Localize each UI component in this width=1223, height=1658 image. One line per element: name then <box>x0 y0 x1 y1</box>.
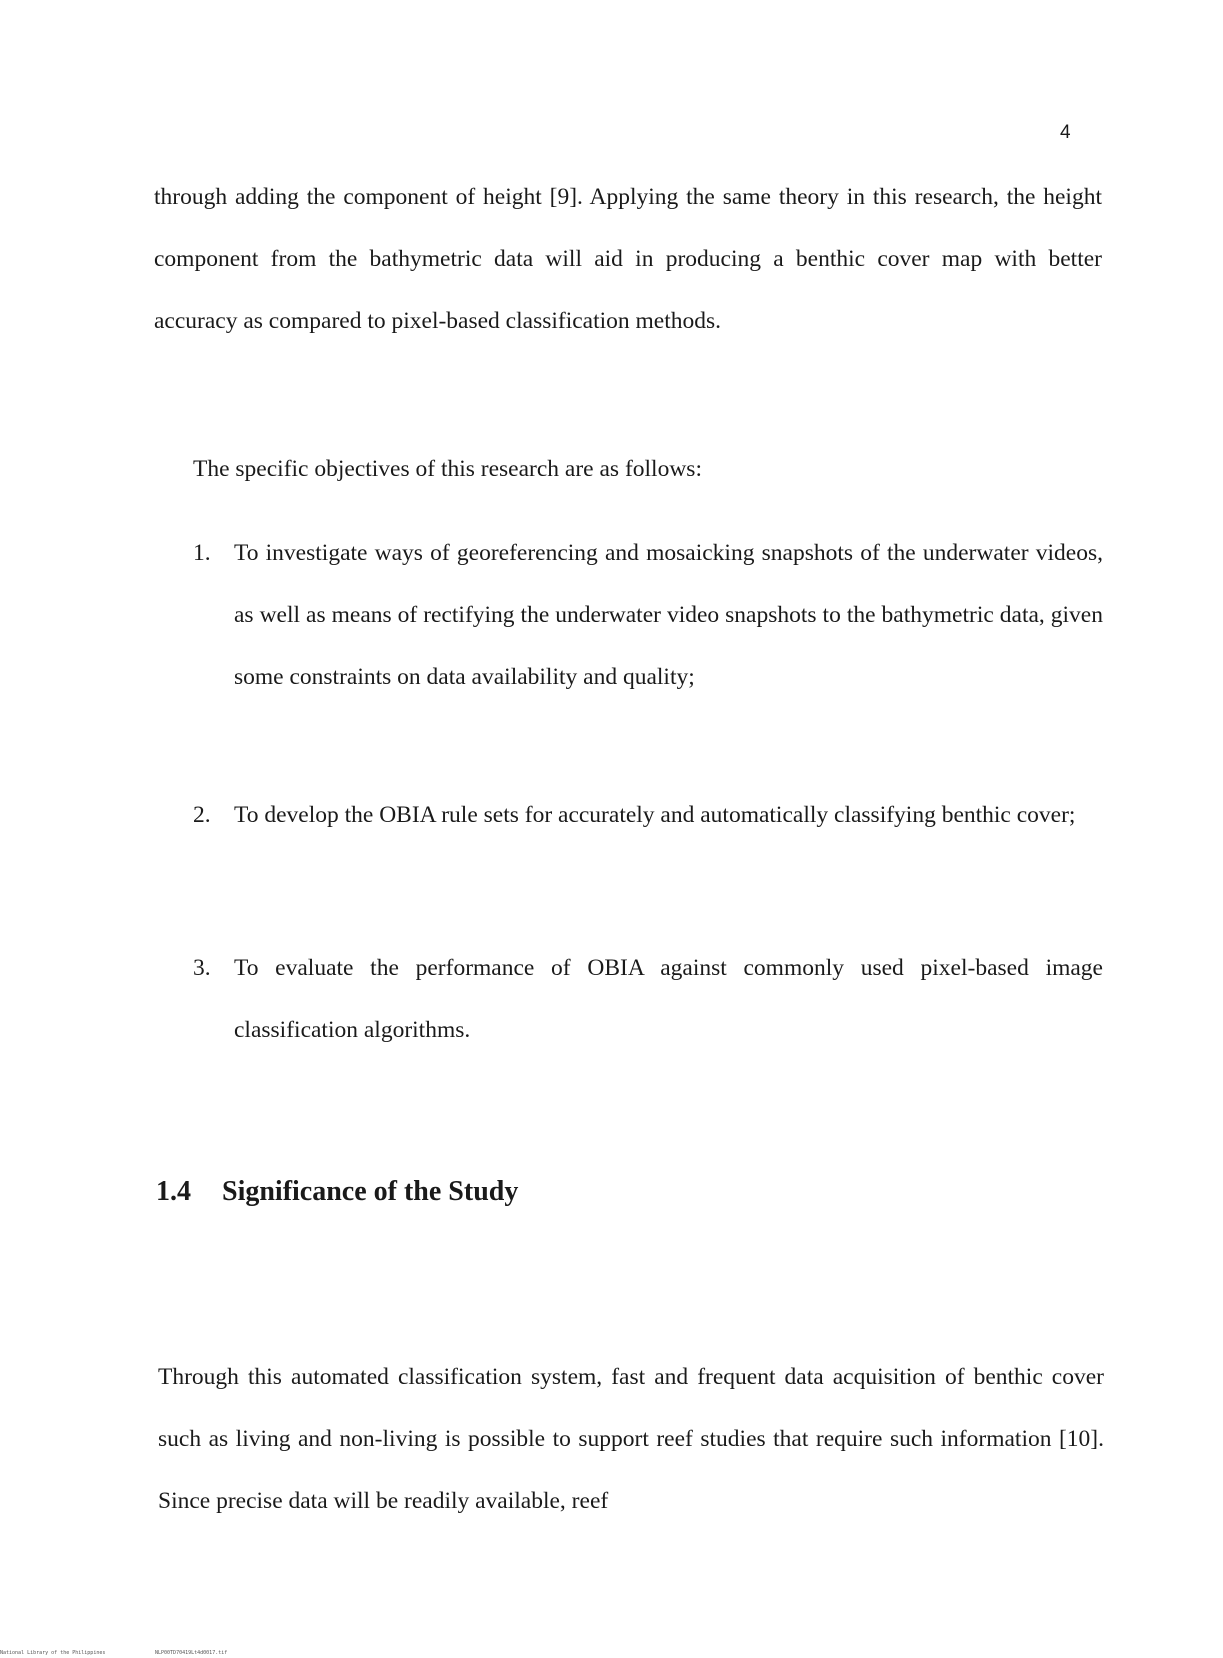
section-title: Significance of the Study <box>222 1176 519 1207</box>
objective-text: To investigate ways of georeferencing and mosaicking snapshots of the underwater videos, as well as means of rectifying the underwater video snapshots to the bathymetric data, given some constraints on data availability and quality; <box>234 540 1103 690</box>
section-number: 1.4 <box>156 1176 191 1207</box>
objective-number: 2. <box>193 802 211 828</box>
intro-paragraph: through adding the component of height [9]. Applying the same theory in this research, the height component from the bathymetric data will aid in producing a benthic cover map with better accuracy as compared to pixel-based classification methods. <box>154 184 1102 334</box>
significance-paragraph: Through this automated classification system, fast and frequent data acquisition of benthic cover such as living and non-living is possible to support reef studies that require such information [10]. Since precise data will be readily available, reef <box>158 1364 1104 1514</box>
objective-text: To evaluate the performance of OBIA against commonly used pixel-based image classification algorithms. <box>234 955 1103 1043</box>
section-heading <box>156 1176 518 1208</box>
objective-text: To develop the OBIA rule sets for accurately and automatically classifying benthic cover; <box>234 802 1076 828</box>
objective-number: 3. <box>193 955 211 981</box>
footer-file-id: NLP00TD70419Lt4d0017.tif <box>155 1650 228 1656</box>
footer-library-stamp: National Library of the Philippines <box>0 1650 106 1656</box>
page-number: 4 <box>1060 122 1071 143</box>
objectives-intro: The specific objectives of this research are as follows: <box>193 456 702 482</box>
objective-number: 1. <box>193 540 211 566</box>
